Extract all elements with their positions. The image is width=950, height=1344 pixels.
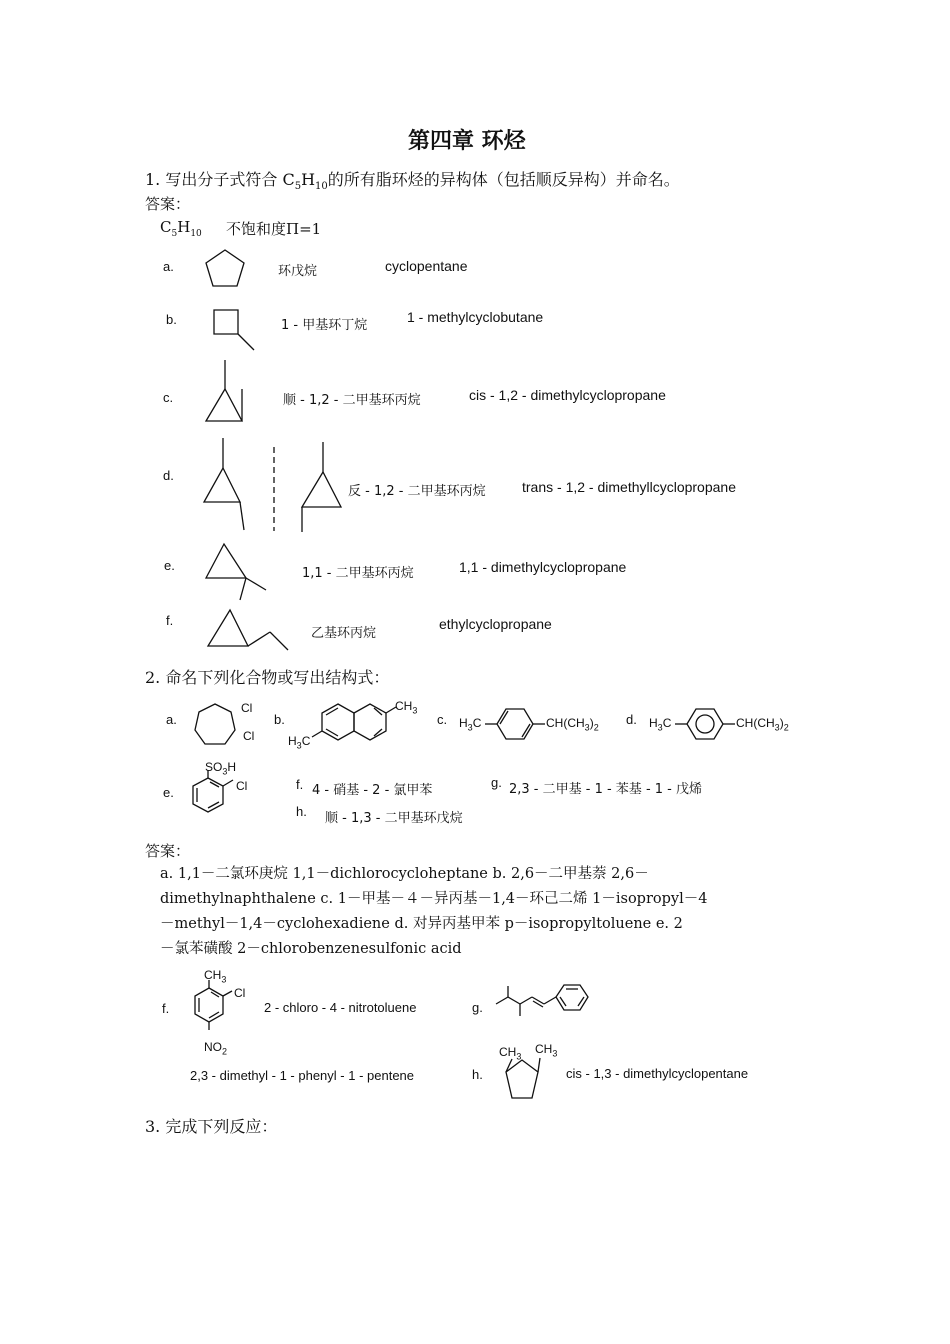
formula-c: C	[160, 218, 172, 236]
trans-dimethylcyclopropane-structure-2	[298, 440, 348, 535]
q1-answer-label: 答案：	[145, 195, 191, 213]
q1-prompt-pre: 1. 写出分子式符合 C	[145, 170, 295, 189]
q2-b-h3c	[288, 734, 310, 750]
q1-b-letter: b.	[166, 312, 177, 327]
q1-a-cn-name: 环戊烷	[278, 264, 318, 279]
q2-f-text: 4 - 硝基 - 2 - 氯甲苯	[312, 783, 433, 798]
formula-sub2: 10	[190, 229, 202, 239]
ans-f-letter: f.	[162, 1001, 170, 1016]
ch3-sub: 3	[552, 1048, 558, 1059]
trans-dimethylcyclopropane-structure-1	[200, 436, 250, 531]
q1-e-cn-name: 1,1 - 二甲基环丙烷	[302, 566, 414, 581]
q2-b-letter: b.	[274, 712, 285, 727]
ch3-sub: 3	[412, 705, 418, 716]
q1-d-en-name: trans - 1,2 - dimethyllcyclopropane	[522, 479, 736, 495]
q2-d-isopropyl	[736, 716, 789, 732]
cyclohexadiene-structure	[485, 706, 555, 746]
q3-heading: 3. 完成下列反应：	[145, 1117, 278, 1136]
q2-answer-label: 答案：	[145, 842, 191, 860]
no2-text: NO	[204, 1040, 222, 1054]
mirror-plane-divider	[271, 445, 277, 535]
q2-e-cl: Cl	[236, 779, 248, 793]
q1-prompt	[145, 167, 680, 192]
q1-prompt-mid: H	[301, 170, 316, 189]
ethylcyclopropane-structure	[204, 606, 294, 656]
q1-d-cn-name: 反 - 1,2 - 二甲基环丙烷	[348, 484, 486, 499]
q1-unsaturation: 不饱和度Π=1	[226, 220, 322, 238]
q2-f-letter: f.	[296, 777, 304, 792]
cis-dimethylcyclopentane-structure	[500, 1056, 550, 1106]
chch3-close: )	[779, 716, 784, 730]
q2-a-cl-top: Cl	[241, 701, 253, 715]
methylcyclobutane-structure	[210, 306, 260, 356]
q1-a-letter: a.	[163, 259, 174, 274]
q2-d-h3c	[649, 716, 671, 732]
q2-answer-line-3: －methyl－1,4－cyclohexadiene d. 对异丙基甲苯 p－isopropyltoluene e. 2	[160, 916, 683, 932]
chch3-sub3: 3	[774, 722, 780, 733]
formula-h: H	[177, 218, 191, 236]
q2-a-cl-bottom: Cl	[243, 729, 255, 743]
h3c-h: H	[649, 716, 658, 730]
q1-d-letter: d.	[163, 468, 174, 483]
q1-b-cn-name: 1 - 甲基环丁烷	[281, 318, 368, 333]
ch3-text: CH	[395, 699, 413, 713]
q2-g-letter: g.	[491, 775, 502, 790]
q1-a-en-name: cyclopentane	[385, 258, 468, 274]
h3c-c: C	[662, 716, 672, 730]
ans-g-letter: g.	[472, 1000, 483, 1015]
q2-c-h3c	[459, 716, 481, 732]
q1-formula	[160, 218, 202, 239]
q2-h-letter: h.	[296, 804, 307, 819]
h3c-sub: 3	[657, 722, 663, 733]
h3c-sub: 3	[296, 740, 302, 751]
chch3-sub2: 2	[593, 722, 599, 733]
chch3-text: CH(CH	[546, 716, 585, 730]
so3h-post: H	[227, 760, 237, 774]
q2-b-ch3	[395, 699, 417, 715]
chch3-sub3: 3	[584, 722, 590, 733]
h3c-sub: 3	[467, 722, 473, 733]
cyclopentane-structure	[200, 244, 250, 294]
q2-answer-line-4: －氯苯磺酸 2－chlorobenzenesulfonic acid	[160, 941, 462, 957]
q2-answer-line-2: dimethylnaphthalene c. 1－甲基－４－异丙基－1,4－环己二烯 1－isopropyl－4	[160, 891, 708, 907]
q2-e-letter: e.	[163, 785, 174, 800]
dichlorocycloheptane-structure	[193, 702, 243, 752]
cis-dimethylcyclopropane-structure	[202, 356, 252, 426]
ans-g-rev-name: 2,3 - dimethyl - 1 - phenyl - 1 - pentene	[190, 1068, 415, 1083]
ans-f-name: 2 - chloro - 4 - nitrotoluene	[264, 1000, 417, 1015]
so3h-sub: 3	[222, 766, 228, 777]
h3c-c: C	[301, 734, 311, 748]
ans-h-letter: h.	[472, 1067, 483, 1082]
h3c-c: C	[472, 716, 482, 730]
dimethylnaphthalene-structure	[318, 700, 398, 750]
ch3-text: CH	[535, 1042, 553, 1056]
so3h-pre: SO	[205, 760, 223, 774]
q1-c-en-name: cis - 1,2 - dimethylcyclopropane	[469, 387, 666, 403]
ch3-text: CH	[204, 968, 222, 982]
q2-c-letter: c.	[437, 712, 448, 727]
no2-sub: 2	[222, 1046, 228, 1057]
q1-f-cn-name: 乙基环丙烷	[311, 626, 377, 641]
q2-c-isopropyl	[546, 716, 599, 732]
h3c-h: H	[288, 734, 297, 748]
ans-f-cl: Cl	[234, 986, 246, 1000]
q2-answer-line-1: a. 1,1－二氯环庚烷 1,1－dichlorocycloheptane b. 2,6－二甲基萘 2,6－	[160, 866, 649, 882]
ans-h-name: cis - 1,3 - dimethylcyclopentane	[566, 1066, 749, 1081]
ch3-sub: 3	[516, 1051, 522, 1062]
q2-h-text: 顺 - 1,3 - 二甲基环戊烷	[325, 811, 463, 826]
chch3-sub2: 2	[783, 722, 789, 733]
p-isopropyltoluene-structure	[675, 706, 745, 746]
page-title: 第四章 环烃	[408, 129, 526, 154]
q1-b-en-name: 1 - methylcyclobutane	[407, 309, 544, 325]
q1-e-letter: e.	[164, 558, 175, 573]
ans-f-ch3	[204, 968, 226, 984]
ans-f-no2	[204, 1040, 227, 1056]
q1-f-letter: f.	[166, 613, 174, 628]
q1-c-letter: c.	[163, 390, 174, 405]
q1-sub1: 5	[294, 181, 302, 193]
q1-prompt-post: 的所有脂环烃的异构体（包括顺反异构）并命名。	[327, 170, 680, 189]
chch3-close: )	[589, 716, 594, 730]
q1-e-en-name: 1,1 - dimethylcyclopropane	[459, 559, 627, 575]
q1-sub2: 10	[315, 181, 328, 193]
q2-heading: 2. 命名下列化合物或写出结构式：	[145, 668, 390, 687]
ch3-text: CH	[499, 1045, 517, 1059]
q2-g-text: 2,3 - 二甲基 - 1 - 苯基 - 1 - 戊烯	[509, 782, 702, 797]
dimethylphenylpentene-structure	[492, 982, 592, 1032]
q2-a-letter: a.	[166, 712, 177, 727]
chlorobenzenesulfonic-structure	[190, 774, 240, 824]
q1-f-en-name: ethylcyclopropane	[439, 616, 552, 632]
ch3-sub: 3	[221, 974, 227, 985]
q2-d-letter: d.	[626, 712, 637, 727]
dimethylcyclopropane-11-structure	[202, 538, 272, 603]
chch3-text: CH(CH	[736, 716, 775, 730]
q1-c-cn-name: 顺 - 1,2 - 二甲基环丙烷	[283, 393, 421, 408]
formula-sub1: 5	[171, 229, 178, 239]
h3c-h: H	[459, 716, 468, 730]
